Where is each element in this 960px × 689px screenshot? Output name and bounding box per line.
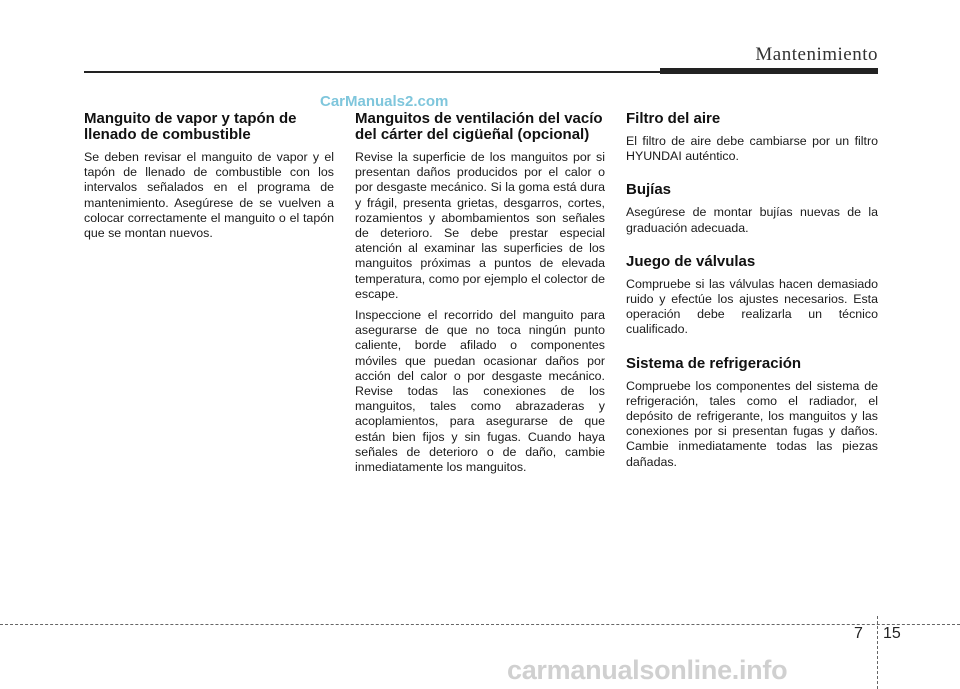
header-title: Mantenimiento [755, 44, 878, 65]
column-1 [84, 111, 334, 247]
watermark-top: CarManuals2.com [320, 93, 449, 110]
header-rule-thin [84, 71, 660, 73]
page-chapter: 7 [854, 625, 863, 642]
column-2 [355, 111, 605, 481]
section-heading-vapor-hose: Manguito de vapor y tapón de llenado de combustible [84, 110, 297, 143]
section-text-crankcase-hoses-2: Inspeccione el recorrido del manguito para asegurarse de que no toca ningún punto caliente, borde afilado o componentes móviles que puedan ocasionar daños por acción del calor o por desgaste mecánico. Revise todas las conexiones de los manguitos, tales como abrazaderas y acoplamientos, para asegurarse de que están bien fijos y sin fugas. Cuando haya señales de deterioro o de daño, cambie inmediatamente los manguitos. [355, 308, 605, 475]
section-text-air-filter: El filtro de aire debe cambiarse por un filtro HYUNDAI auténtico. [626, 134, 878, 164]
section-text-spark-plugs: Asegúrese de montar bujías nuevas de la graduación adecuada. [626, 205, 878, 235]
footer-dashed-rule [0, 624, 960, 625]
footer-vertical-rule [877, 616, 878, 689]
section-text-crankcase-hoses-1: Revise la superficie de los manguitos por si presentan daños producidos por el calor o por desgaste mecánico. Si la goma está dura y frágil, presenta grietas, desgarros, cortes, rozamientos y abombamientos son señales de deterioro. Se debe prestar especial atención al examinar las superficies de los manguitos próximas a puntos de elevada temperatura, como por ejemplo el colector de escape. [355, 150, 605, 301]
section-heading-crankcase-hoses: Manguitos de ventilación del vacío del cárter del cigüeñal (opcional) [355, 110, 603, 143]
section-heading-cooling-system: Sistema de refrigeración [626, 354, 802, 372]
header-rule-thick [660, 68, 878, 74]
section-text-valve-clearance: Compruebe si las válvulas hacen demasiado ruido y efectúe los ajustes necesarios. Esta operación debe realizarla un técnico cualificado. [626, 276, 878, 337]
section-heading-valve-clearance: Juego de válvulas [626, 252, 756, 270]
column-3 [626, 111, 878, 476]
section-text-cooling-system: Compruebe los componentes del sistema de refrigeración, tales como el radiador, el depósito de refrigerante, los manguitos y las conexiones por si presentan fugas y daños. Cambie inmediatamente todas las piezas dañadas. [626, 378, 878, 469]
page-number: 15 [883, 625, 901, 642]
watermark-bottom: carmanualsonline.info [507, 655, 788, 685]
section-text-vapor-hose: Se deben revisar el manguito de vapor y el tapón de llenado de combustible con los intervalos señalados en el programa de mantenimiento. Asegúrese de se vuelven a colocar correctamente el manguito o el tapón que se montan nuevos. [84, 150, 334, 241]
section-heading-spark-plugs: Bujías [626, 181, 672, 199]
section-heading-air-filter: Filtro del aire [626, 110, 721, 127]
